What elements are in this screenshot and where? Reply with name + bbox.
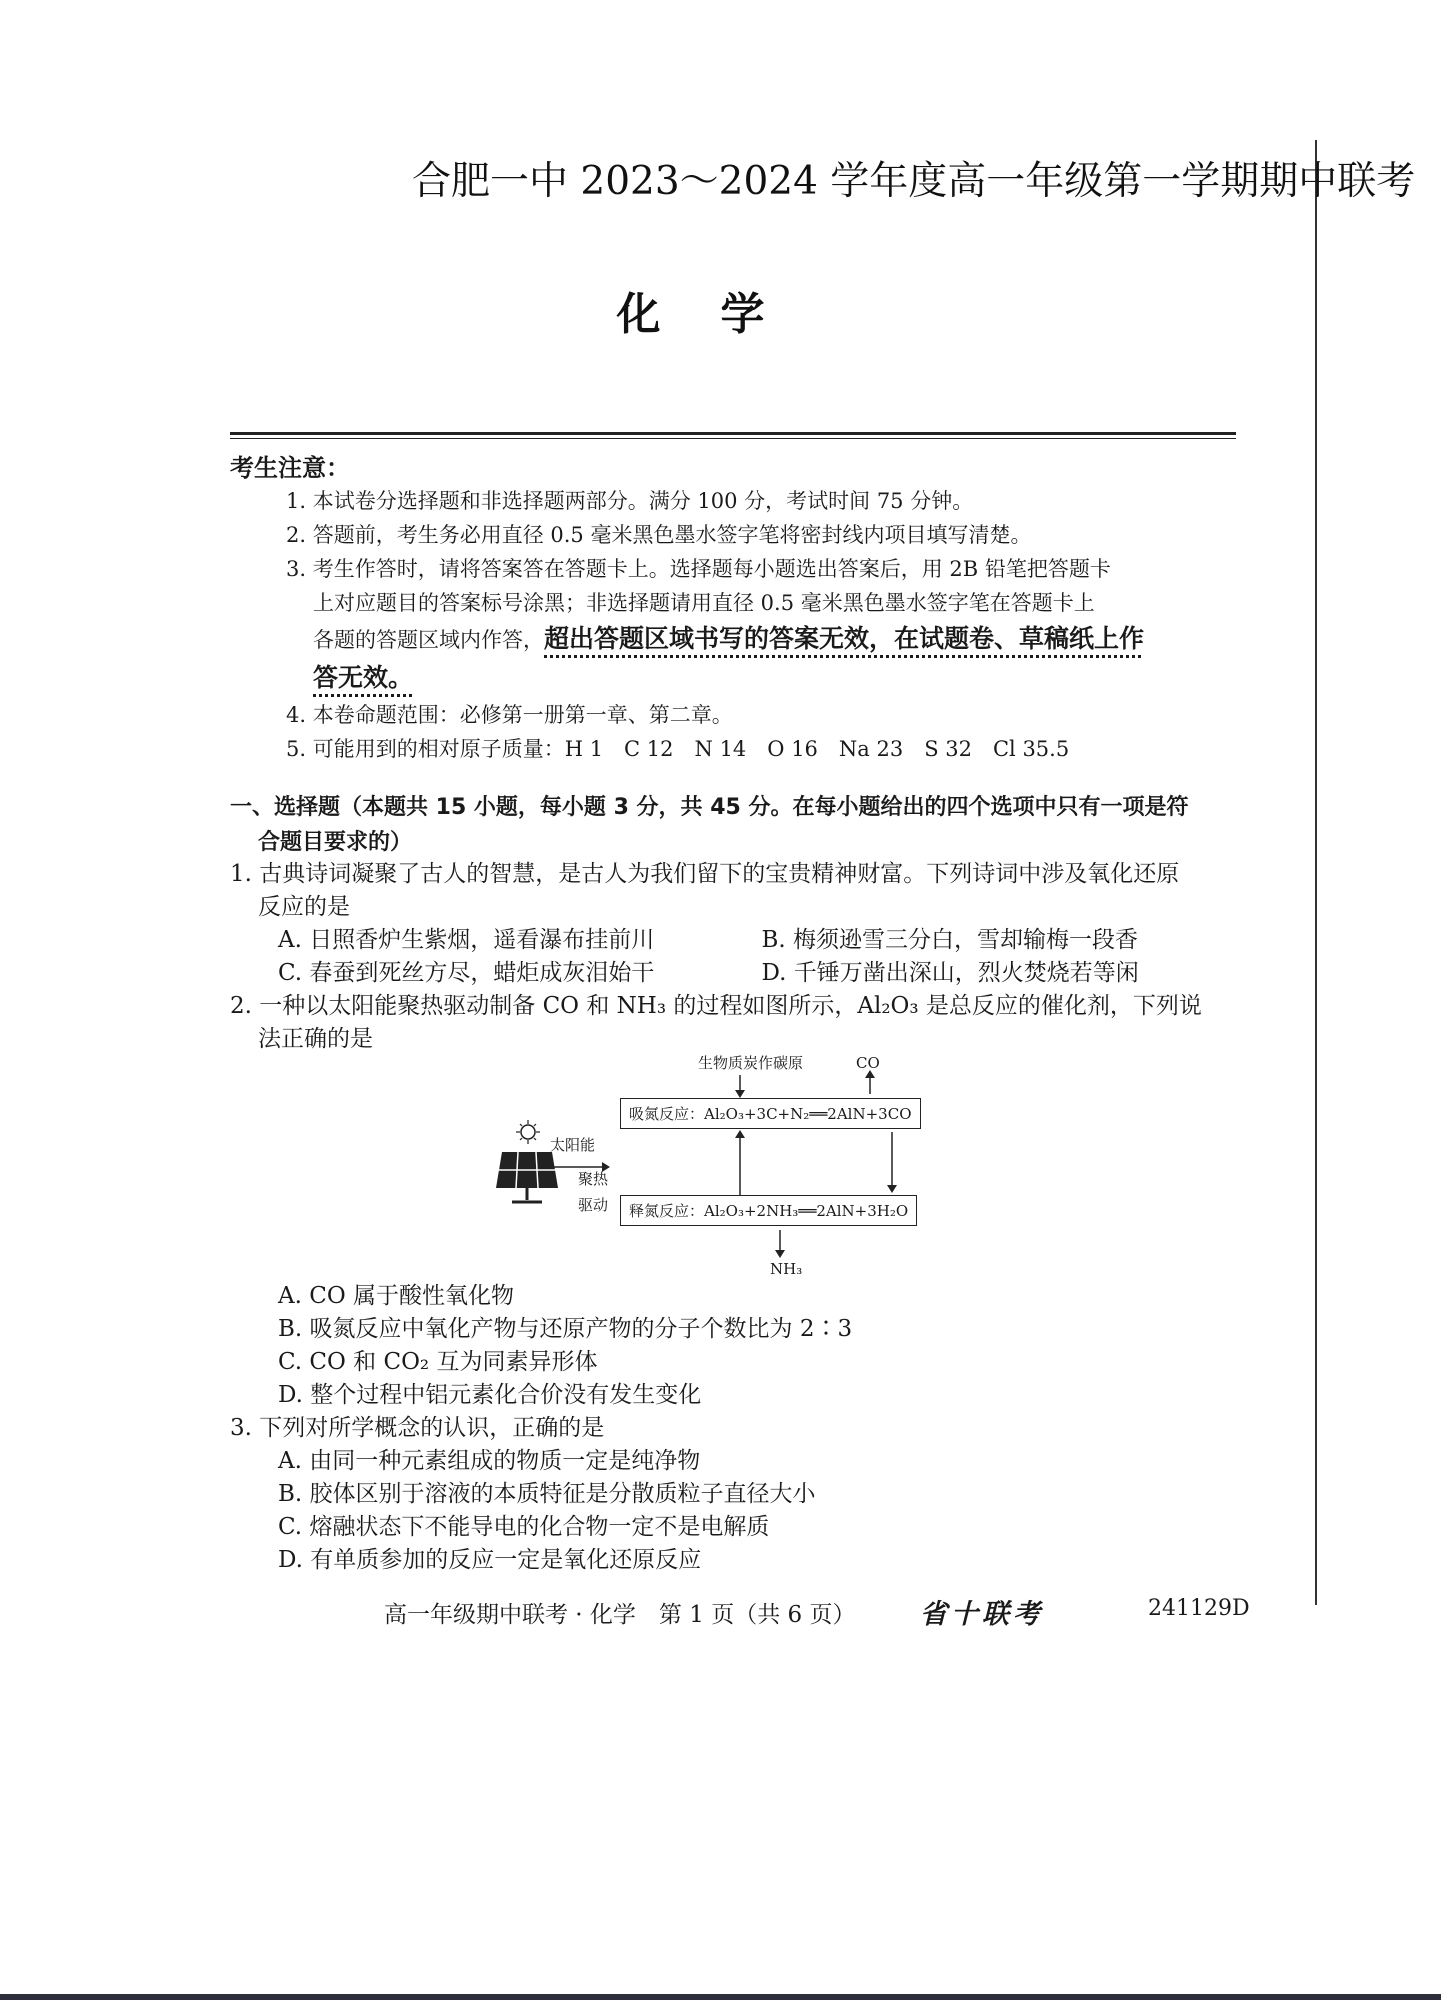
diagram-driver-1: 太阳能 bbox=[550, 1136, 596, 1154]
q1-options-row1 bbox=[230, 924, 1245, 957]
notice-text: 各题的答题区域内作答， bbox=[313, 628, 544, 652]
exam-title: 合肥一中 2023～2024 学年度高一年级第一学期期中联考 bbox=[412, 159, 1416, 204]
q3-option-b: B. 胶体区别于溶液的本质特征是分散质粒子直径大小 bbox=[278, 1481, 816, 1507]
question-3 bbox=[230, 1412, 1245, 1577]
q1-options-row2 bbox=[230, 957, 1245, 990]
q1-stem-line1: 1. 古典诗词凝聚了古人的智慧，是古人为我们留下的宝贵精神财富。下列诗词中涉及氧化还原 bbox=[230, 861, 1180, 887]
q2-stem-line1: 2. 一种以太阳能聚热驱动制备 CO 和 NH₃ 的过程如图所示，Al₂O₃ 是总反应的催化剂，下列说 bbox=[230, 993, 1202, 1019]
q2-stem-line2: 法正确的是 bbox=[258, 1026, 373, 1052]
diagram-top-output: CO bbox=[856, 1054, 880, 1072]
diagram-bottom-output: NH₃ bbox=[770, 1260, 803, 1278]
notice-item-5: 5. 可能用到的相对原子质量：H 1 C 12 N 14 O 16 Na 23 S 32 Cl 35.5 bbox=[286, 737, 1070, 761]
diagram-driver-2: 聚热 bbox=[578, 1170, 609, 1188]
notice-item-3-cont2 bbox=[286, 620, 1246, 659]
header-rule bbox=[230, 432, 1236, 435]
footer-logo: 省十联考 bbox=[920, 1599, 1044, 1630]
notice-item-4: 4. 本卷命题范围：必修第一册第一章、第二章。 bbox=[286, 703, 733, 727]
notice-emphasis-end: 答无效。 bbox=[313, 663, 414, 692]
q3-option-c: C. 熔融状态下不能导电的化合物一定不是电解质 bbox=[278, 1514, 770, 1540]
section-heading bbox=[230, 790, 1240, 860]
notice-item-3: 3. 考生作答时，请将答案答在答题卡上。选择题每小题选出答案后，用 2B 铅笔把答题卡 bbox=[286, 557, 1111, 581]
diagram-lines bbox=[490, 1050, 970, 1280]
section-heading-line2: 合题目要求的） bbox=[258, 830, 413, 855]
section-heading-line1: 一、选择题（本题共 15 小题，每小题 3 分，共 45 分。在每小题给出的四个选项中只有一项是符 bbox=[230, 795, 1189, 820]
header-rule-thin bbox=[230, 438, 1236, 439]
q1-option-a: A. 日照香炉生紫烟，遥看瀑布挂前川 bbox=[278, 927, 655, 953]
process-diagram bbox=[490, 1050, 970, 1280]
scan-edge bbox=[0, 1994, 1441, 2000]
q3-option-a: A. 由同一种元素组成的物质一定是纯净物 bbox=[278, 1448, 701, 1474]
q2-option-a: A. CO 属于酸性氧化物 bbox=[278, 1283, 514, 1309]
q2-options bbox=[230, 1280, 1245, 1412]
q2-option-b: B. 吸氮反应中氧化产物与还原产物的分子个数比为 2∶3 bbox=[278, 1316, 853, 1342]
question-2 bbox=[230, 990, 1245, 1056]
diagram-box-absorb: 吸氮反应：Al₂O₃+3C+N₂══2AlN+3CO bbox=[620, 1098, 921, 1129]
notice-list bbox=[286, 484, 1246, 766]
notice-item-1: 1. 本试卷分选择题和非选择题两部分。满分 100 分，考试时间 75 分钟。 bbox=[286, 489, 974, 513]
notice-item-2: 2. 答题前，考生务必用直径 0.5 毫米黑色墨水签字笔将密封线内项目填写清楚。 bbox=[286, 523, 1032, 547]
notice-item-3-cont: 上对应题目的答案标号涂黑；非选择题请用直径 0.5 毫米黑色墨水签字笔在答题卡上 bbox=[313, 591, 1095, 615]
diagram-driver-3: 驱动 bbox=[578, 1196, 609, 1214]
notice-heading: 考生注意： bbox=[230, 454, 350, 482]
q1-option-c: C. 春蚕到死丝方尽，蜡炬成灰泪始干 bbox=[278, 960, 655, 986]
question-1 bbox=[230, 858, 1245, 990]
q3-stem: 3. 下列对所学概念的认识，正确的是 bbox=[230, 1415, 605, 1441]
binding-line bbox=[1315, 140, 1317, 1605]
q1-stem-line2: 反应的是 bbox=[258, 894, 350, 920]
q2-option-d: D. 整个过程中铝元素化合价没有发生变化 bbox=[278, 1382, 702, 1408]
q1-option-d: D. 千锤万凿出深山，烈火焚烧若等闲 bbox=[761, 960, 1139, 986]
diagram-top-input: 生物质炭作碳原 bbox=[698, 1054, 804, 1072]
notice-item-3-cont3 bbox=[286, 659, 1246, 698]
q1-option-b: B. 梅须逊雪三分白，雪却输梅一段香 bbox=[761, 927, 1139, 953]
q2-option-c: C. CO 和 CO₂ 互为同素异形体 bbox=[278, 1349, 598, 1375]
diagram-box-release: 释氮反应：Al₂O₃+2NH₃══2AlN+3H₂O bbox=[620, 1195, 917, 1226]
q3-option-d: D. 有单质参加的反应一定是氧化还原反应 bbox=[278, 1547, 702, 1573]
subject-title: 化学 bbox=[616, 289, 825, 340]
footer-code: 241129D bbox=[1148, 1596, 1250, 1621]
footer-text: 高一年级期中联考 · 化学 第 1 页（共 6 页） bbox=[384, 1602, 856, 1628]
notice-emphasis: 超出答题区域书写的答案无效，在试题卷、草稿纸上作 bbox=[544, 624, 1145, 653]
